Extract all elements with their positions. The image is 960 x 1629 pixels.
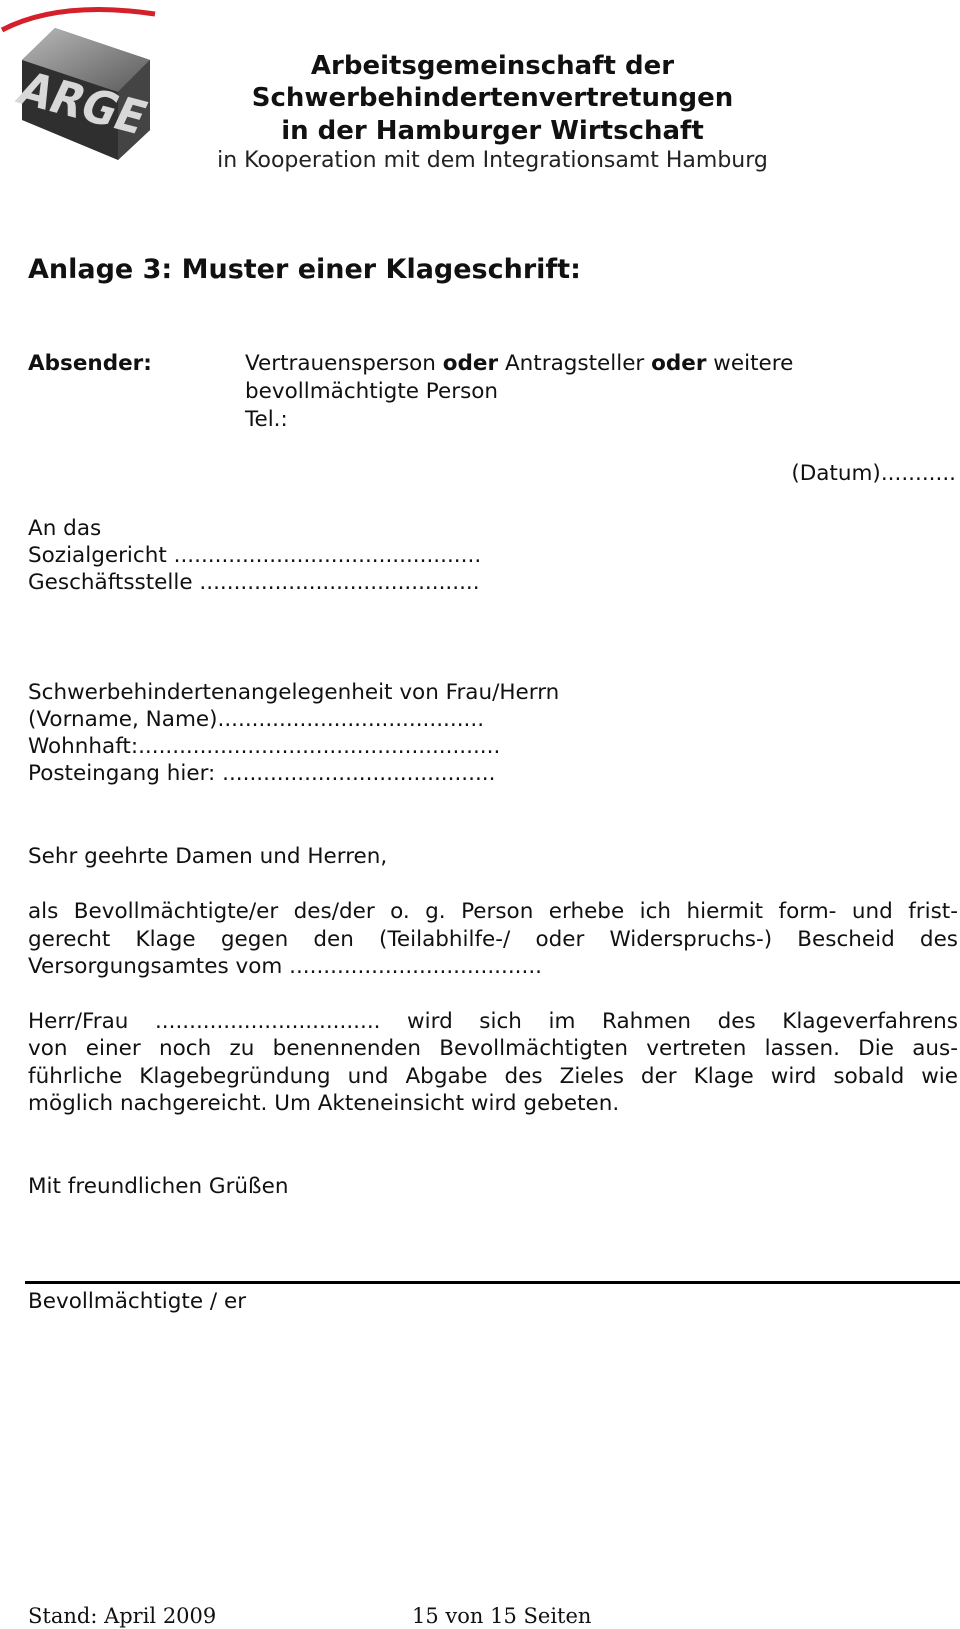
org-name-line2: Schwerbehindertenvertretungen: [251, 83, 734, 113]
sender-text: weitere: [706, 351, 794, 376]
logo-swoosh: [2, 10, 155, 30]
sender-line1: [245, 350, 793, 378]
sender-oder-1: oder: [442, 351, 499, 376]
footer-page-number: 15 von 15 Seiten: [412, 1604, 592, 1628]
cooperation-line: in Kooperation mit dem Integrationsamt Hamburg: [217, 148, 768, 173]
subject-received: Posteingang hier: ........................................: [28, 761, 496, 786]
sender-text: Vertrauensperson: [245, 351, 443, 376]
logo-text: ARGE: [9, 63, 156, 145]
sender-oder-2: oder: [651, 351, 707, 376]
closing: Mit freundlichen Grüßen: [28, 1174, 289, 1199]
org-name-line3: in der Hamburger Wirtschaft: [281, 116, 704, 146]
subject-residence: Wohnhaft:.....................................................: [28, 734, 501, 759]
paragraph1-line3: Versorgungsamtes vom .....................................: [28, 954, 543, 979]
paragraph2-line3: führliche Klagebegründung und Abgabe des Zieles der Klage wird sobald wie: [28, 1064, 958, 1089]
subject-line1: Schwerbehindertenangelegenheit von Frau/Herrn: [28, 680, 560, 705]
paragraph1-line2: gerecht Klage gegen den (Teilabhilfe-/ oder Widerspruchs-) Bescheid des: [28, 927, 958, 952]
sender-text: Antragsteller: [498, 351, 652, 376]
sender-label: Absender:: [28, 351, 152, 376]
date-field: (Datum)...........: [791, 461, 956, 486]
sender-line2: bevollmächtigte Person: [245, 379, 499, 404]
paragraph2-line4: möglich nachgereicht. Um Akteneinsicht wird gebeten.: [28, 1091, 620, 1116]
org-name-line1: Arbeitsgemeinschaft der: [310, 51, 675, 81]
footer-date: Stand: April 2009: [28, 1604, 217, 1628]
recipient-line1: An das: [28, 516, 102, 541]
paragraph2-line2: von einer noch zu benennenden Bevollmächtigten vertreten lassen. Die aus-: [28, 1036, 958, 1061]
sender-phone: Tel.:: [245, 407, 288, 432]
paragraph2-line1: Herr/Frau ................................. wird sich im Rahmen des Klageverfahrens: [28, 1009, 958, 1034]
page-title: Anlage 3: Muster einer Klageschrift:: [28, 254, 581, 285]
salutation: Sehr geehrte Damen und Herren,: [28, 844, 388, 869]
recipient-office: Geschäftsstelle .........................................: [28, 570, 480, 595]
paragraph1-line1: als Bevollmächtigte/er des/der o. g. Person erhebe ich hiermit form- und frist-: [28, 899, 958, 924]
subject-name: (Vorname, Name).......................................: [28, 707, 485, 732]
signature-line: [25, 1281, 960, 1284]
signature-label: Bevollmächtigte / er: [28, 1289, 247, 1314]
recipient-court: Sozialgericht .............................................: [28, 543, 482, 568]
